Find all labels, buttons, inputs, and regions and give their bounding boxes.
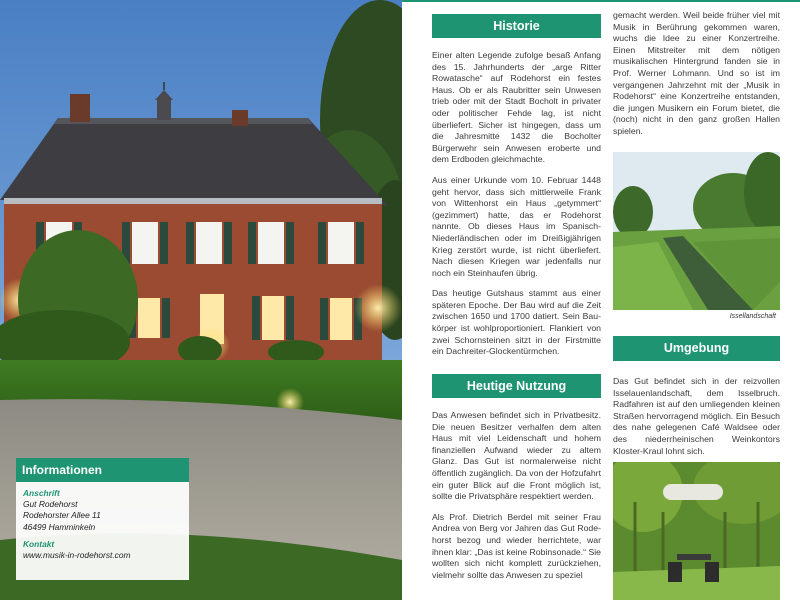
historie-text: [432, 50, 601, 358]
address-label: Anschrift: [23, 488, 60, 498]
paragraph: gemacht werden. Weil beide früher viel mit Musik in Berührung gekommen waren, wuchs die Idee zu einer Konzertreihe. Einen Mitstreiter mit dem nötigen musikalischen Hintergrund fanden sie in Prof. Werner Lohmann. Und so ist im vergangenen Jahrzehnt mit der „Musik in Rodehorst“ eine Konzertreihe entstanden, die jungen Musikern ein Forum bietet, die (noch) nicht in den ganz großen Hallen spielen.: [613, 10, 780, 136]
paragraph: Einer alten Legende zufolge besaß Anfang des 15. Jahrhunderts der „arge Ritter Rowatasche“ auf Rodehorst ein festes Haus. Ob er als Raubritter sein Unwesen trieb oder mit der Stadt Bocholt in privater oder politischer Fehde lag, ist nicht überliefert. Sicher ist hingegen, dass um die Jahresmitte 1432 die Bocholter Bürgerwehr sein Anwesen eroberte und dem Erdboden gleichmachte.: [432, 50, 601, 165]
garden-pergola-photo: [613, 462, 780, 600]
address-line: 46499 Hamminkeln: [23, 521, 96, 532]
historie-heading: Historie: [432, 14, 601, 38]
isselland-photo: [613, 152, 780, 310]
information-body: [16, 482, 189, 567]
continuation-text: [613, 10, 780, 138]
nutzung-text: [432, 410, 601, 581]
information-box: [16, 458, 189, 580]
top-rule: [402, 0, 800, 2]
paragraph: Das Gut befindet sich in der reizvollen Isselauenlandschaft, dem Isselbruch. Radfahren ist auf den umliegenden kleinen Straßen hervorragend möglich. Ein Besuch des nahe gelegenen Café Waldsee oder des niederrheinischen Weinkontors Kloster-Kraul lohnt sich.: [613, 376, 780, 456]
paragraph: Das Anwesen befindet sich in Privatbesitz. Die neuen Besitzer verhalfen dem alten Haus mit viel Leidenschaft und hohem finanziellen Aufwand wieder zu altem Glanz. Das Gut ist normalerweise nicht öffentlich zugänglich. Da von der Hofzufahrt ein guter Blick auf die Front möglich ist, sollte die Privatsphäre respektiert werden.: [432, 410, 601, 502]
umgebung-text: [613, 376, 780, 457]
address-line: Gut Rodehorst: [23, 499, 78, 510]
address-line: Rodehorster Allee 11: [23, 510, 101, 521]
paragraph: Das heutige Gutshaus stammt aus einer späteren Epoche. Der Bau wird auf die Zeit zwischen 1650 und 1700 datiert. Sein Baukörper ist wohlproportioniert. Flankiert von zwei Schornsteinen sitzt in der Firstmitte ein Dachreiter-Glockentürmchen.: [432, 288, 601, 357]
website-link[interactable]: www.musik-in-rodehorst.com: [23, 550, 131, 561]
information-heading: Informationen: [16, 458, 189, 482]
photo-caption: Issellandschaft: [729, 313, 776, 320]
contact-label: Kontakt: [23, 538, 55, 549]
heutige-nutzung-heading: Heutige Nutzung: [432, 374, 601, 398]
umgebung-heading: Umgebung: [613, 336, 780, 361]
paragraph: Als Prof. Dietrich Berdel mit seiner Frau Andrea von Berg vor Jahren das Gut Rodehorst bezog und wieder herrichtete, war ihnen klar: „Das ist keine Robinsonade.“ Sie wollten sich nicht komplett zurückziehen, vielmehr sollte das Anwesen zu speziel: [432, 511, 602, 580]
paragraph: Aus einer Urkunde vom 10. Februar 1448 geht hervor, dass sich mittlerweile Frank von Wittenhorst ein Haus „getymmert“ (gezimmert) hatte, das er Rodehorst nannte. Ob dieses Haus im Spanisch-Niederländischen oder im Dreißigjährigen Krieg zerstört wurde, ist nicht überliefert. Nach diesen Kriegen war jedenfalls nur noch ein Steinhaufen übrig.: [432, 174, 601, 278]
